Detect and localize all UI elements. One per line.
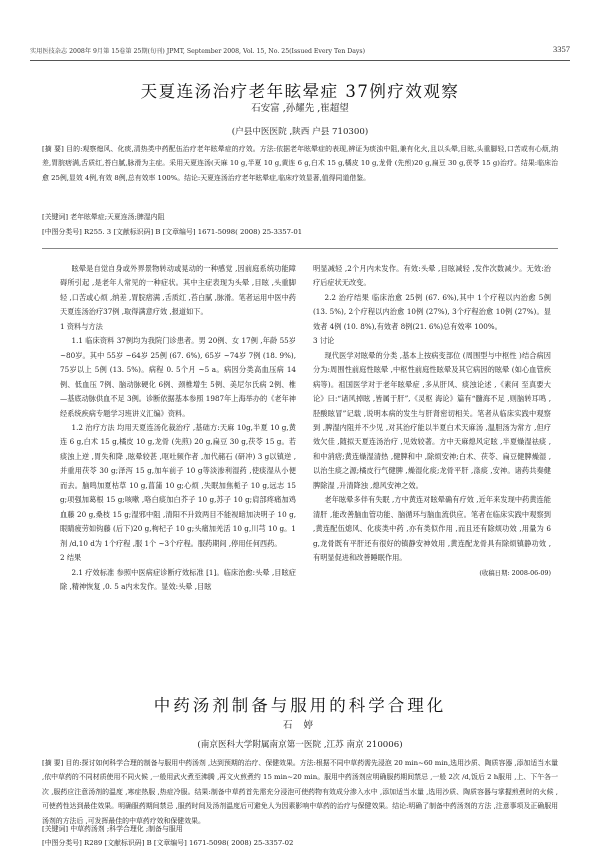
criteria-continued-paragraph: 明显减轻 ,2个月内未发作。有效:头晕 ,目眩减轻 ,发作次数减少。无效:治疗后症状无改变。 <box>313 264 551 288</box>
header-rule <box>30 60 570 61</box>
abstract-rule <box>42 248 558 249</box>
intro-paragraph: 眩晕是自觉自身或外界景物转动或晃动的一种感觉 ,因前庭系统功能障碍所引起 ,是老年人常见的一种症状。其中主症表现为头晕 ,目眩 ,头重脚轻 ,口苦或心烦 ,纳差 ,胃脘痞满 ,舌质红 ,苔白腻 ,脉滑。笔者运用中医中药天夏连汤治疗37例 ,取得满意疗效 ,报道如下。 <box>60 264 296 317</box>
article1-title: 天夏连汤治疗老年眩晕症 37例疗效观察 <box>140 82 460 101</box>
article1-classification: [中图分类号] R255. 3 [文献标识码] B [文章编号] 1671-5098( 2008) 25-3357-01 <box>42 228 303 236</box>
section-heading: 1 资料与方法 <box>60 321 103 331</box>
clinical-data-paragraph: 1.1 临床资料 37例均为我院门诊患者。男 20例、女 17例 ,年龄 55岁 ~80岁。其中 55岁 ~64岁 25例 (67. 6%), 65岁 ~74岁 7例 (18. 9%), 75岁以上 5例 (13. 5%)。病程 0. 5个月 ~5 a。病因分类高血压病 14例、低血压 7例、脑动脉硬化 6例、颈椎增生 5例、美尼尔氏病 2例、椎 —基底动脉供血不足 3例。诊断依据基本参照 1987年上海举办的《老年神经系统疾病专题学习班讲义汇编》资料。 <box>60 336 296 418</box>
received-date: (收稿日期: 2008-06-09) <box>479 568 551 577</box>
section-heading: 3 讨论 <box>313 336 335 346</box>
discussion-paragraph: 现代医学对眩晕的分类 ,基本上按病变部位 (周围型与中枢性 )结合病因分为:周围性前庭性眩晕 ,中枢性前庭性眩晕及其它病因的眩晕 (如心血管疾病等)。祖国医学对于老年眩晕症 ,多从肝风、痰浊论述 ,《素问 至真要大论》曰:“诸风掉眩 ,皆属于肝”,《灵枢 海论》篇有“髓海不足 ,则脑转耳鸣 ,胫酸眩冒”记载 ,说明本病的发生与肝肾密切相关。笔者从临床实践中观察到 ,脾湿内阻并不少见 ,对其治疗能以半夏白术天麻汤 ,温胆汤为常方 ,但疗效欠佳 ,随拟天夏连汤治疗 ,见效较著。方中天麻熄风定眩 ,半夏燥湿祛痰 ,和中消痞;黄连燥湿清热 ,健脾和中 ,除烦安神;白术、茯苓、扁豆健脾燥湿 ,以治生痰之源;橘皮行气健脾 ,燥湿化痰;龙骨平肝 ,涤痰 ,安神。诸药共奏健脾除湿 ,升清降浊 ,熄风安神之效。 <box>313 350 551 490</box>
article1-left-column <box>60 262 296 594</box>
article1-abstract: [摘 要] 目的:观察熄风、化痰,清热类中药配伍治疗老年眩晕症的疗效。方法:依据老年眩晕症的表现,辨证为痰浊中阻,兼有化火,且以头晕,目眩,头重脚轻,口苦或有心烦,纳差,胃脘痞满,舌质红,苔白腻,脉滑为主症。采用天夏连汤(天麻 10 g,半夏 10 g,黄连 6 g,白术 15 g,橘皮 10 g,龙骨 (先煎)20 g,扁豆 30 g,茯苓 15 g)治疗。结果:临床治愈 25例,显效 4例,有效 8例,总有效率 100%。结论:天夏连汤治疗老年眩晕症,临床疗效显著,值得同道借鉴。 <box>42 145 558 182</box>
article2-abstract: [摘 要] 目的:探讨如何科学合理的制备与服用中药汤剂 ,达到预期的治疗、保健效果。方法:根据不同中草药需先浸泡 20 min~60 min,选用沙质、陶质容器 ,添加适当水量 ,依中草药的不同材质使用不同火候 ,一般用武火煮至沸腾 ,再文火煎煮约 15 min~20 min。服用中药汤剂应明确服药期间禁忌 ,一般 2次 /d,饭后 2 h服用 ,上、下午各一次 ,服药应注意汤剂的温度 ,寒症热服 ,热症冷服。结果:制备中草药首先需充分浸泡可使药物有效成分渗入水中 ,添加适当水量 ,选用沙质、陶质容器与掌握煎煮时的火候 ,可使药性达到最佳效果。明确服药期间禁忌 ,服药时间及汤剂温度后可避免人为因素影响中草药的治疗与保健效果。结论:明确了制备中药汤剂的方法 ,注意事项及正确服用汤剂的方法后 ,可发挥最佳的中草药疗效和保健效果。 <box>42 759 558 825</box>
running-header <box>30 46 570 55</box>
section-heading: 2 结果 <box>60 553 82 563</box>
criteria-paragraph: 2.1 疗效标准 参照中医病症诊断疗效标准 [1]。临床治愈:头晕 ,目眩症除 ,精神恢复 ,0. 5 a内未发作。显效:头晕 ,目眩 <box>60 567 296 591</box>
article2-keywords: [关键词] 中草药汤剂 ;科学合理化 ;制备与服用 <box>42 825 183 833</box>
article2-classification: [中图分类号] R289 [文献标识码] B [文章编号] 1671-5098( 2008) 25-3357-02 <box>42 839 294 847</box>
article2-affiliation: (南京医科大学附属南京第一医院 ,江苏 南京 210006) <box>197 740 403 750</box>
article1-authors: 石安富 ,孙耀先 ,崔超望 <box>251 103 349 114</box>
treatment-paragraph: 1.2 治疗方法 均用天夏连汤化裁治疗 ,基础方:天麻 10g,半夏 10 g,黄连 6 g,白术 15 g,橘皮 10 g,龙骨 (先煎) 20 g,扁豆 30 g,茯苓 15 g。若痰浊上逆 ,胃失和降 ,眩晕较甚 ,呕吐频作者 ,加代赭石 (研冲) 3 g以镇逆 ,并重用茯苓 30 g;泽泻 15 g,加车前子 10 g等淡渗利湿药 ,使痰湿从小便而去。脑鸣加夏枯草 10 g,菖蒲 10 g;心烦 ,失眠加焦栀子 10 g,远志 15 g;项强加葛根 15 g;咳嗽 ,咯白痰加白芥子 10 g,苏子 10 g;肩部疼痛加鸡血藤 20 g,桑枝 15 g;湿邪中阻 ,清阳不升致两目不能视暗加决明子 10 g,眼睛疲劳如钩藤 (后下)20 g,枸杞子 10 g;头痛加羌活 10 g,川芎 10 g。1剂 /d,10 d为 1个疗程 ,服 1个 ~3个疗程。服药期间 ,停用任何西药。 <box>60 422 296 548</box>
running-header-text: 实用医技杂志 2008年 9月第 15卷第 25期(旬刊) JPMT, September 2008, Vol. 15, No. 25(Issued Every Ten Days) <box>30 48 366 55</box>
results-paragraph: 2.2 治疗结果 临床治愈 25例 (67. 6%),其中 1个疗程以内治愈 5例 (13. 5%), 2个疗程以内治愈 10例 (27%), 3个疗程治愈 10例 (27%)。显效者 4例 (10. 8%),有效者 8例(21. 6%)总有效率 100%。 <box>313 292 551 331</box>
article1-right-column <box>313 262 551 580</box>
discussion-paragraph-2: 老年眩晕多伴有失眠 ,方中黄连对眩晕确有疗效 ,近年来发现中药黄连能清肝 ,能改善脑血管功能、脑循环与脑血流供应。笔者在临床实践中观察到 ,黄连配伍熄风、化痰类中药 ,亦有类似作用 ,而且还有除烦功效 ,用量为 6 g,龙骨既有平肝还有很好的镇静安神效用 ,黄连配龙骨具有除烦镇静功效 ,有明显促进和改善睡眠作用。 <box>313 495 551 563</box>
article2-author: 石 婷 <box>282 720 318 731</box>
page-number: 3357 <box>553 44 570 54</box>
article1-affiliation: (户县中医医院 ,陕西 户县 710300) <box>231 127 369 137</box>
article2-title: 中药汤剂制备与服用的科学合理化 <box>153 696 447 715</box>
article1-keywords: [关键词] 老年眩晕症;天夏连汤;脾湿内阻 <box>42 213 165 221</box>
